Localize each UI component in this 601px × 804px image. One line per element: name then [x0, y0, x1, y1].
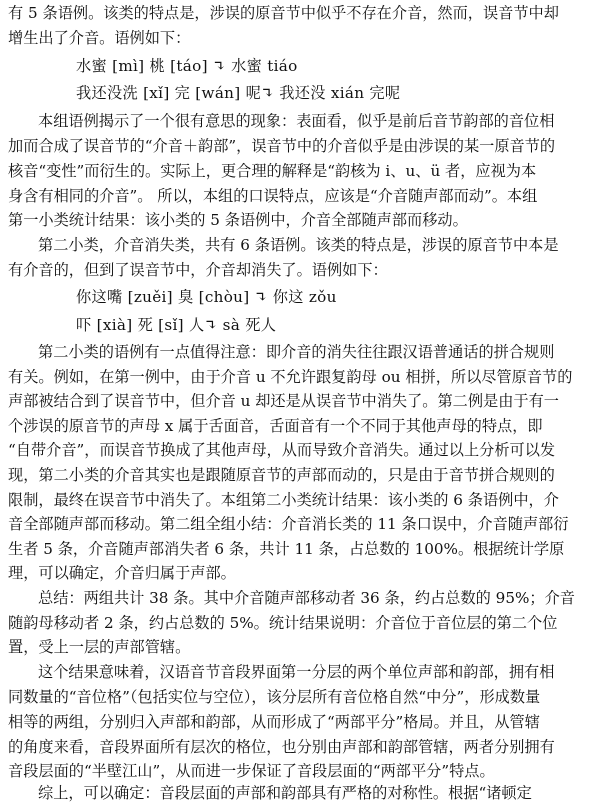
paragraph-start-line: 综上，可以确定：音段层面的声部和韵部具有严格的对称性。根据“诸顿定: [38, 784, 532, 802]
text-line: 有关。例如，在第一例中，由于介音 u 不允许跟复韵母 ou 相拼，所以尽管原音节的: [8, 368, 573, 386]
text-line: 个涉误的原音节的声母 x 属于舌面音，舌面音有一个不同于其他声母的特点，即: [8, 417, 543, 435]
example-line: 我还没洗 [xǐ] 完 [wán] 呢↴ 我还没 xián 完呢: [76, 84, 401, 102]
text-line: 现，第二小类的介音其实也是跟随原音节的声部而动的，只是由于音节拼合规则的: [8, 466, 555, 484]
paragraph-start-line: 这个结果意味着，汉语音节音段界面第一分层的两个单位声部和韵部，拥有相: [38, 663, 555, 681]
text-line: 音全部随声部而移动。第二组全组小结：介音消长类的 11 条口误中，介音随声部衍: [8, 515, 569, 533]
text-line: 核音“变性”而衍生的。实际上，更合理的解释是“韵核为 i、u、ü 者，应视为本: [8, 162, 537, 180]
example-line: 吓 [xià] 死 [sǐ] 人↴ sà 死人: [76, 316, 277, 334]
text-line: 生者 5 条，介音随声部消失者 6 条，共计 11 条，占总数的 100%。根据统计学原: [8, 540, 565, 558]
text-line: “自带介音”，而误音节换成了其他声母，从而导致介音消失。通过以上分析可以发: [8, 441, 556, 459]
text-line: 限制，最终在误音节中消失了。本组第二小类统计结果：该小类的 6 条语例中，介: [8, 491, 559, 509]
text-line: 同数量的“音位格”（包括实位与空位），该分层所有音位格自然“中分”，形成数量: [8, 688, 541, 706]
text-line: 增生出了介音。语例如下：: [8, 29, 191, 47]
text-line: 第一小类统计结果：该小类的 5 条语例中，介音全部随声部而移动。: [8, 211, 468, 229]
text-line: 相等的两组，分别归入声部和韵部，从而形成了“两部平分”格局。并且，从管辖: [8, 713, 540, 731]
text-line: 加而合成了误音节的“介音＋韵部”，误音节中的介音似乎是由涉误的某一原音节的: [8, 137, 556, 155]
paragraph-start-line: 本组语例揭示了一个很有意思的现象：表面看，似乎是前后音节韵部的音位相: [38, 112, 555, 130]
text-line: 的角度来看，音段界面所有层次的格位，也分别由声部和韵部管辖，两者分别拥有: [8, 738, 555, 756]
text-line: 理，可以确定，介音归属于声部。: [8, 564, 236, 582]
paragraph-start-line: 总结：两组共计 38 条。其中介音随声部移动者 36 条，约占总数的 95%；介音: [38, 589, 575, 607]
text-line: 声部被结合到了误音节中，但介音 u 却还是从误音节中消失了。第二例是由于有一: [8, 392, 559, 410]
text-line: 随韵母移动者 2 条，约占总数的 5%。统计结果说明：介音位于音位层的第二个位: [8, 614, 558, 632]
text-line: 有 5 条语例。该类的特点是，涉误的原音节中似乎不存在介音，然而，误音节中却: [8, 4, 559, 22]
example-line: 你这嘴 [zuěi] 臭 [chòu] ↴ 你这 zǒu: [76, 288, 337, 306]
text-line: 音段层面的“半壁江山”，从而进一步保证了音段层面的“两部平分”特点。: [8, 762, 495, 780]
paragraph-start-line: 第二小类的语例有一点值得注意：即介音的消失往往跟汉语普通话的拼合规则: [38, 343, 555, 361]
text-line: 置，受上一层的声部管辖。: [8, 638, 191, 656]
paragraph-start-line: 第二小类，介音消失类，共有 6 条语例。该类的特点是，涉误的原音节中本是: [38, 236, 559, 254]
example-line: 水蜜 [mì] 桃 [táo] ↴ 水蜜 tiáo: [76, 57, 298, 75]
text-line: 身含有相同的介音”。 所以，本组的口误特点，应该是“介音随声部而动”。本组: [8, 187, 538, 205]
text-line: 有介音的，但到了误音节中，介音却消失了。语例如下：: [8, 261, 388, 279]
